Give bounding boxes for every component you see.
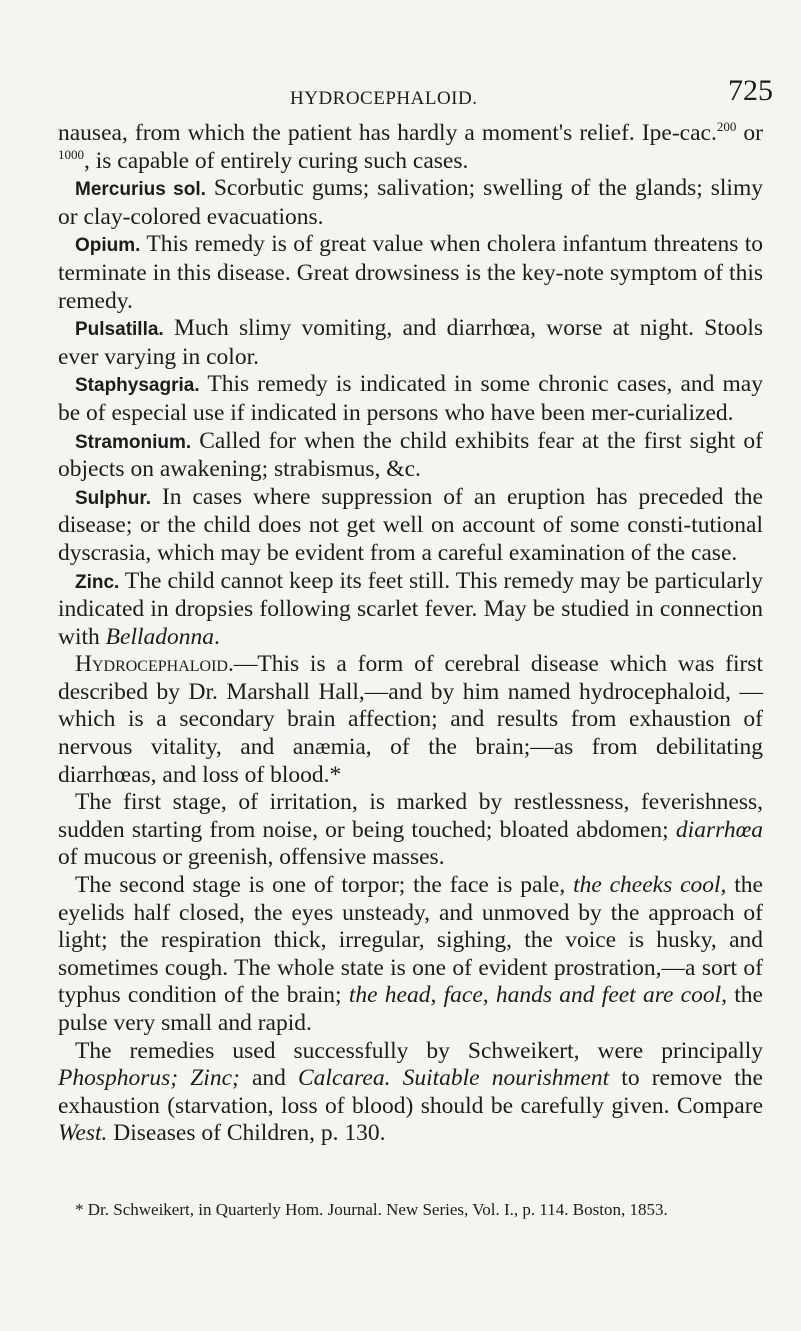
potency-200: 200 [716,119,737,135]
body-text [58,120,763,1148]
staphysagria-text: This remedy is indicated in some chronic cases, and may be of especial use if indicated in persons who have been mer-curialized. [58,371,763,426]
first-stage-italic: diarrhœa [675,816,763,843]
paragraph-pulsatilla [58,315,763,371]
remedy-zinc: Zinc. [75,571,120,593]
term-hydrocephaloid: Hydrocephaloid [75,651,228,678]
zinc-belladonna: Belladonna [105,623,214,650]
paragraph-remedies [58,1038,763,1148]
page-header [0,68,801,108]
paragraph-opium [58,231,763,315]
stramonium-text: Called for when the child exhibits fear at the first sight of objects on awakening; strabismus, &c. [58,427,763,483]
paragraph-staphysagria [58,371,763,427]
first-stage-text: The first stage, of irritation, is marked by restlessness, feverishness, sudden starting from noise, or being touched; bloated abdomen; [58,789,763,843]
second-stage-italic-1: the cheeks cool, [573,872,727,899]
ipecac-end: , is capable of entirely curing such cases. [84,147,469,174]
zinc-end: . [214,623,220,650]
running-head: HYDROCEPHALOID. [290,88,478,109]
paragraph-first-stage [58,789,763,872]
sulphur-text: In cases where suppression of an eruption has preceded the disease; or the child does not get well on account of some consti-tutional dyscrasia, which may be evident from a careful examination of the case. [58,483,763,566]
footnote-text: * Dr. Schweikert, in Quarterly Hom. Journal. New Series, Vol. I., p. 114. Boston, 1853. [75,1200,668,1219]
remedies-end: Diseases of Children, p. 130. [107,1120,386,1147]
ipecac-or: or [736,120,763,146]
second-stage-end: the pulse very small and rapid. [58,982,763,1036]
paragraph-sulphur [58,484,763,568]
ipecac-text: nausea, from which the patient has hardly a moment's relief. Ipe-cac. [58,120,717,146]
paragraph-ipecac [58,120,763,175]
remedies-calcarea: Calcarea. [298,1065,391,1092]
mercurius-text: Scorbutic gums; salivation; swelling of the glands; slimy or clay-colored evacuations. [58,175,763,230]
remedy-pulsatilla: Pulsatilla. [75,319,164,341]
remedy-opium: Opium. [75,235,141,257]
first-stage-end: of mucous or greenish, offensive masses. [58,844,445,871]
potency-1000: 1000 [58,146,84,162]
pulsatilla-text: Much slimy vomiting, and diarrhœa, worse at night. Stools ever varying in color. [58,315,763,370]
paragraph-zinc [58,568,763,652]
zinc-text: The child cannot keep its feet still. This remedy may be particularly indicated in dropsies following scarlet fever. May be studied in connection with [58,567,763,650]
remedies-phosphorus-zinc: Phosphorus; Zinc; [58,1065,240,1092]
second-stage-italic-2: the head, face, hands and feet are cool, [348,982,728,1009]
remedies-middle: to remove the exhaustion (starvation, loss of blood) should be carefully given. Compare [58,1065,763,1119]
remedy-sulphur: Sulphur. [75,487,151,509]
remedy-staphysagria: Staphysagria. [75,375,200,397]
remedies-text: The remedies used successfully by Schweikert, were principally [75,1037,763,1064]
paragraph-mercurius [58,175,763,231]
page-number: 725 [728,74,773,107]
remedies-and: and [239,1065,298,1092]
footnote [58,1198,763,1221]
paragraph-second-stage [58,872,763,1038]
opium-text: This remedy is of great value when cholera infantum threatens to terminate in this disease. Great drowsiness is the key-note symptom of this remedy. [58,231,763,314]
hydrocephaloid-text: .—This is a form of cerebral disease which was first described by Dr. Marshall Hall,—and by him named hydrocephaloid, —which is a secondary brain affection; and results from exhaustion of nervous vitality, and anæmia, of the brain;—as from debilitating diarrhœas, and loss of blood.* [58,651,763,788]
paragraph-stramonium [58,428,763,484]
second-stage-middle: the eyelids half closed, the eyes unsteady, and unmoved by the approach of light; the respiration thick, irregular, sighing, the voice is husky, and sometimes cough. The whole state is one of evident prostration,—a sort of typhus condition of the brain; [58,872,763,1009]
remedies-nourishment: Suitable nourishment [402,1065,610,1092]
remedies-space [390,1065,402,1091]
paragraph-hydrocephaloid [58,651,763,789]
remedies-west: West. [58,1120,108,1147]
remedy-mercurius: Mercurius sol. [75,179,206,201]
second-stage-text: The second stage is one of torpor; the face is pale, [75,872,574,899]
remedy-stramonium: Stramonium. [75,431,192,453]
